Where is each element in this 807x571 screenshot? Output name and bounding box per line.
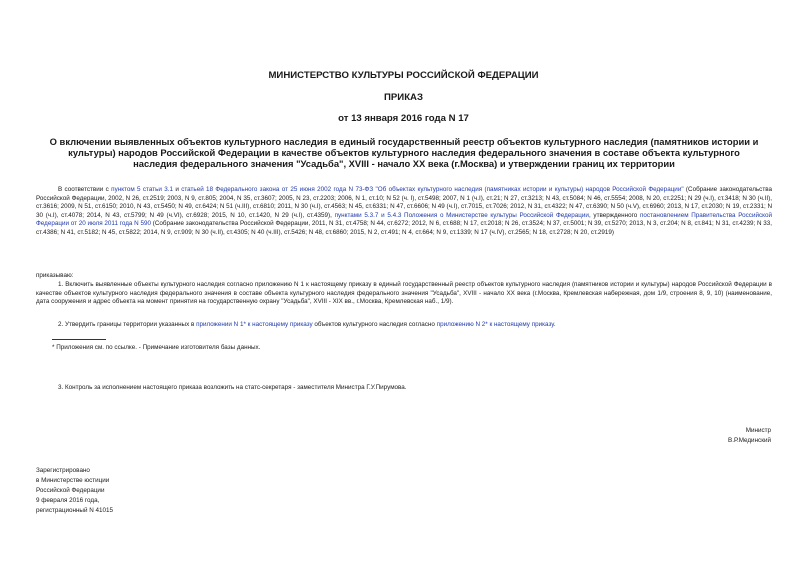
preamble-text-5: (Собрание законодательства Российской Федерации, 2011, N 31, ст.4758; N 44, ст.6272; 2012, N 6, ст.688; N 17, ст.2018; N 26, ст.3524; N 37, ст.5001; N 39, ст.5270; 2013, N 3, ст.204; N 8, ст.841; N 31, ст.4239; N 33, ст.4386; N 41, ст.5182; N 45, ст.5822; 2014, N 9, ст.909; N 30 (ч.II), ст.4305; N 40 (ч.III), ст.5426; N 48, ст.6860; 2015, N 2, ст.491; N 4, ст.664; N 9, ст.1339; N 17 (ч.IV), ст.2565; N 18, ст.2728; N 20, ст.2919) [36,220,772,236]
government-decree-link[interactable]: постановлением Правительства Российской Федерации от 20 июля 2011 года N 590 [36,211,772,227]
registration-line-5: регистрационный N 41015 [36,507,114,514]
item2-text-2: объектов культурного наследия согласно [312,321,437,328]
signature-block [728,426,771,446]
footnote: * Приложения см. по ссылке. - Примечание изготовителя базы данных. [52,344,261,351]
order-word: приказываю: [36,272,74,279]
preamble-text-2: и [172,186,182,193]
order-item-3: 3. Контроль за исполнением настоящего приказа возложить на статс-секретаря - заместителя Министра Г.У.Пирумова. [58,384,407,391]
registration-line-1: Зарегистрировано [36,467,90,474]
registration-line-3: Российской Федерации [36,487,105,494]
appendix-2-link[interactable]: приложению N 2* к настоящему приказу [436,321,554,328]
law-article-link-2[interactable]: статьей 18 Федерального закона от 25 июня 2002 года N 73-ФЗ "Об объектах культурного наследия (памятниках истории и культуры) народов Российской Федерации" [181,186,684,193]
item2-text-3: . [553,321,556,328]
registration-line-2: в Министерстве юстиции [36,477,110,484]
preamble-text-4: , утвержденного [588,211,640,219]
footnote-divider [52,339,106,340]
preamble-text-1: В соответствии с [58,186,112,193]
order-item-2 [36,321,772,330]
appendix-1-link[interactable]: приложении N 1* к настоящему приказу [196,321,313,328]
document-title: О включении выявленных объектов культурного наследия в единый государственный реестр объектов культурного наследия (памятников истории и культуры) народов Российской Федерации в качестве объектов культурного наследия федерального значения в составе объекта культурного наследия федерального значения "Усадьба", XVIII - начало XX века (г.Москва) и утверждении границ их территории [49,136,759,169]
order-item-1: 1. Включить выявленные объекты культурного наследия согласно приложению N 1 к настоящему приказу в единый государственный реестр объектов культурного наследия (памятников истории и культуры) народов Российской Федерации в качестве объектов культурного наследия федерального значения в составе объекта культурного наследия федерального значения "Усадьба", XVIII - начало XX века (г.Москва, Кремлевская набережная, дом 1/9, строения 8, 9, 10) (наименование, дата сооружения и адрес объекта на момент принятия на государственную охрану "Усадьба", XVIII - XIX вв., г.Москва, Кремлевская наб., 1/9). [36,281,772,305]
registration-block [36,466,113,516]
preamble-paragraph [36,186,772,237]
signatory-position: Министр [745,427,771,434]
date-number-heading: от 13 января 2016 года N 17 [338,113,469,124]
doc-type-heading: ПРИКАЗ [384,92,423,103]
regulation-link[interactable]: пунктами 5.3.7 и 5.4.3 Положения о Министерстве культуры Российской Федерации [334,211,589,219]
law-article-link-1[interactable]: пунктом 5 статьи 3.1 [111,186,173,193]
item2-text-1: 2. Утвердить границы территории указанных в [58,321,197,328]
preamble-text-3: (Собрание законодательства Российской Федерации, 2002, N 26, ст.2519; 2003, N 9, ст.805; 2004, N 35, ст.3607; 2005, N 23, ст.2203; 2006, N 1, ст.10; N 52 (ч. I), ст.5498; 2007, N 1 (ч.I), ст.21; N 27, ст.3213; N 43, ст.5084; N 46, ст.5554; 2008, N 20, ст.2251; N 29 (ч.I), ст.3418; N 30 (ч.II), ст.3616; 2009, N 51, ст.6150; 2010, N 43, ст.5450; N 49, ст.6424; N 51 (ч.III), ст.6810; 2011, N 30 (ч.I), ст.4563; N 45, ст.6331; N 47, ст.6606; N 49 (ч.I), ст.7015, ст.7026; 2012, N 31, ст.4322; N 47, ст.6390; N 50 (ч.V), ст.6960; 2013, N 17, ст.2030; N 19, ст.2331; N 30 (ч.I), ст.4078; 2014, N 43, ст.5799; N 49 (ч.VI), ст.6928; 2015, N 10, ст.1420, N 29 (ч.I), ст.4359), [36,186,772,219]
signatory-name: В.Р.Мединский [728,437,771,444]
registration-line-4: 9 февраля 2016 года, [36,497,100,504]
ministry-heading: МИНИСТЕРСТВО КУЛЬТУРЫ РОССИЙСКОЙ ФЕДЕРАЦИИ [268,70,539,81]
